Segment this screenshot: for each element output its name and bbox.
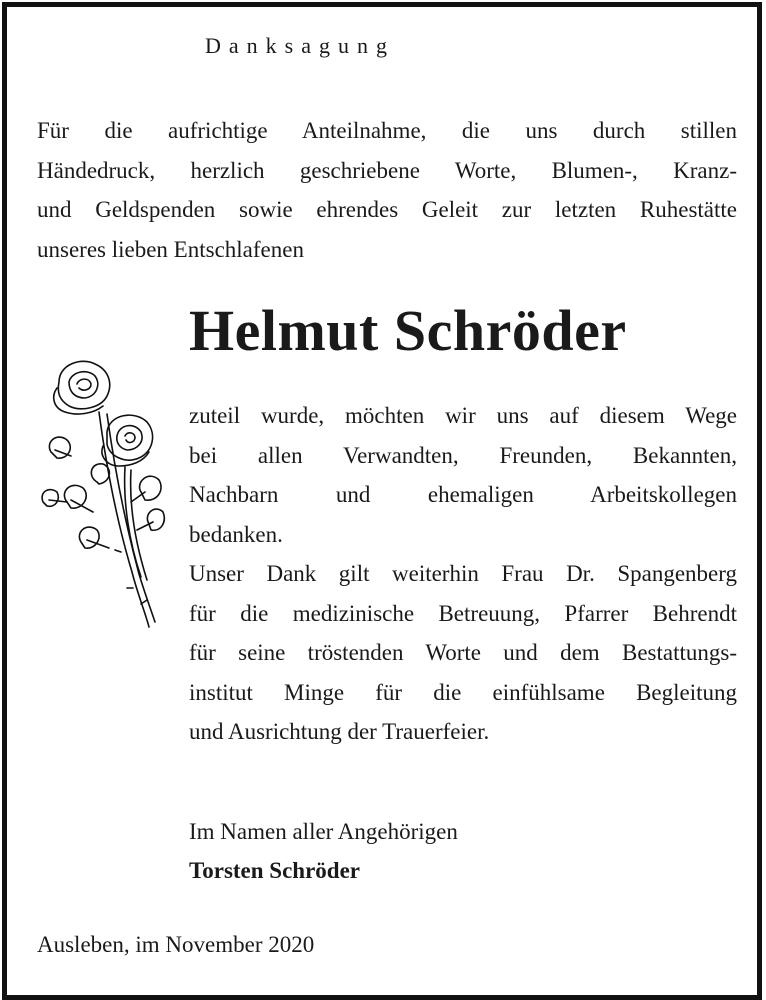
intro-line: Händedruck, herzlich geschriebene Worte, Blumen-, Kranz- [37,157,737,183]
intro-line: Für die aufrichtige Anteilnahme, die uns durch stillen [37,118,737,143]
body-line: bedanken. [189,521,283,547]
intro-paragraph [37,111,737,269]
roses-icon [37,352,167,632]
body-line: Nachbarn und ehemaligen Arbeitskollegen [189,482,737,507]
notice-heading: Danksagung [205,33,395,58]
signoff-line: Im Namen aller Angehörigen [189,819,458,844]
body-line: Unser Dank gilt weiterhin Frau Dr. Spangenberg [189,561,737,586]
signoff-block [189,812,458,890]
body-line: und Ausrichtung der Trauerfeier. [189,719,490,744]
body-line: institut Minge für die einfühlsame Begleitung [189,679,737,705]
place-date: Ausleben, im November 2020 [37,932,315,957]
signer-name: Torsten Schröder [189,858,361,883]
body-line: zuteil wurde, möchten wir uns auf diesem Wege [189,403,737,428]
intro-line: und Geldspenden sowie ehrendes Geleit zur letzten Ruhestätte [37,197,737,222]
obituary-notice [2,2,762,1000]
body-line: für die medizinische Betreuung, Pfarrer Behrendt [189,600,737,626]
body-line: für seine tröstenden Worte und dem Bestattungs- [189,640,737,665]
deceased-name: Helmut Schröder [189,298,627,363]
body-line: bei allen Verwandten, Freunden, Bekannten, [189,442,737,468]
intro-line: unseres lieben Entschlafenen [37,236,304,262]
body-paragraph [189,396,737,752]
